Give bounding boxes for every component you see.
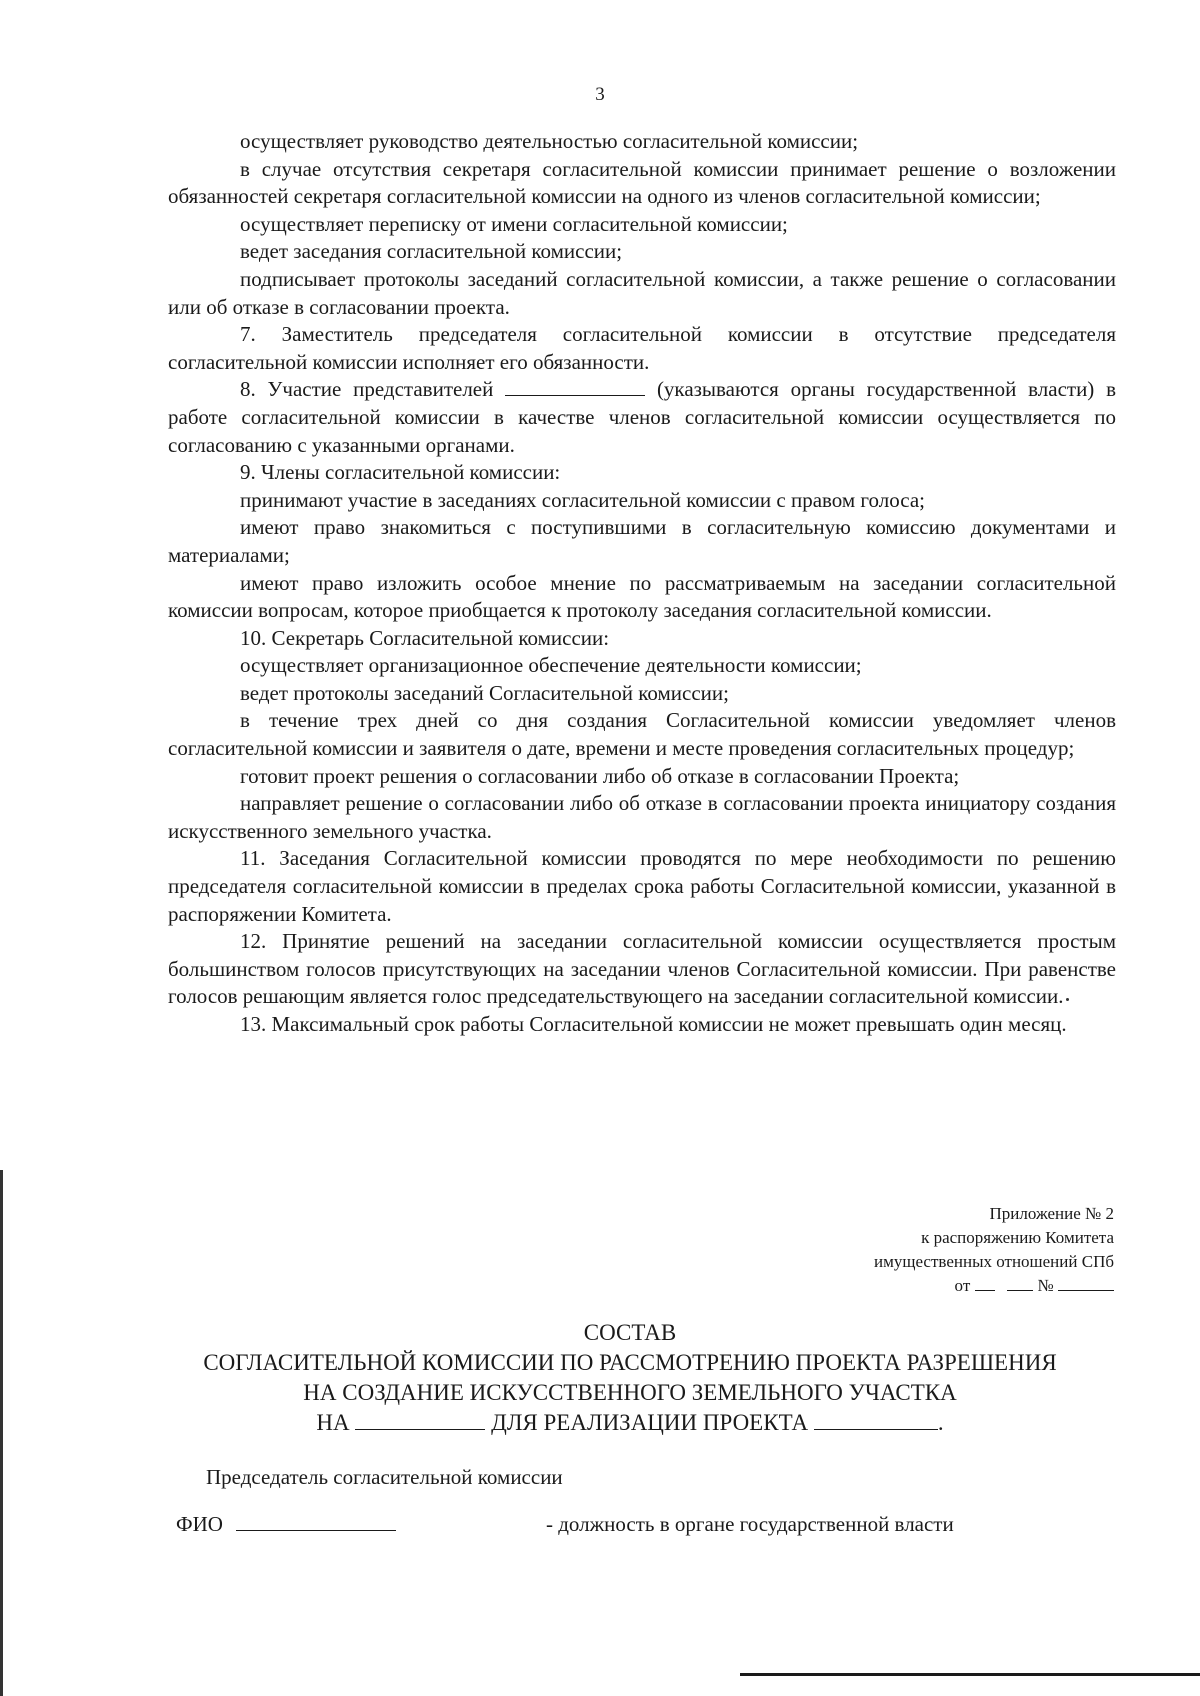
title-line-4 — [150, 1408, 1110, 1438]
title-prefix: НА — [316, 1410, 350, 1435]
paragraph: принимают участие в заседаниях согласительной комиссии с правом голоса; — [240, 487, 925, 512]
paragraph: имеют право знакомиться с поступившими в согласительную комиссию документами и материалами; — [168, 515, 1116, 567]
paragraph: в течение трех дней со дня создания Согласительной комиссии уведомляет членов согласительной комиссии и заявителя о дате, времени и месте проведения согласительных процедур; — [168, 708, 1116, 761]
paragraph-8 — [168, 376, 1116, 459]
title-line: НА СОЗДАНИЕ ИСКУССТВЕННОГО ЗЕМЕЛЬНОГО УЧАСТКА — [303, 1380, 957, 1405]
appendix-header — [874, 1202, 1114, 1298]
date-blank — [1007, 1278, 1033, 1291]
paragraph: 13. Максимальный срок работы Согласительной комиссии не может превышать один месяц. — [240, 1012, 1067, 1036]
paragraph: 10. Секретарь Согласительной комиссии: — [240, 625, 610, 650]
fio-blank — [236, 1530, 396, 1531]
paragraph: подписывает протоколы заседаний согласительной комиссии, а также решение о согласовании или об отказе в согласовании проекта. — [168, 266, 1116, 319]
appendix-line: Приложение № 2 — [989, 1204, 1114, 1223]
paragraph-8-start: 8. Участие представителей — [240, 377, 506, 402]
fio-label: ФИО — [176, 1512, 223, 1536]
number-sign: № — [1037, 1276, 1054, 1295]
scan-speck — [1066, 998, 1069, 1001]
paragraph: 7. Заместитель председателя согласительной комиссии в отсутствие председателя согласительной комиссии исполняет его обязанности. — [168, 322, 1116, 374]
page-number: 3 — [595, 84, 605, 105]
paragraph: направляет решение о согласовании либо об отказе в согласовании проекта инициатору создания искусственного земельного участка. — [168, 791, 1116, 843]
paragraph: осуществляет переписку от имени согласительной комиссии; — [240, 211, 788, 236]
appendix-date-line — [874, 1274, 1114, 1298]
position-text: - должность в органе государственной власти — [546, 1512, 954, 1536]
title-line: СОГЛАСИТЕЛЬНОЙ КОМИССИИ ПО РАССМОТРЕНИЮ ПРОЕКТА РАЗРЕШЕНИЯ — [203, 1350, 1057, 1375]
appendix-line: к распоряжению Комитета — [921, 1228, 1114, 1247]
body-text — [168, 128, 1116, 1039]
paragraph: 12. Принятие решений на заседании согласительной комиссии осуществляется простым большинством голосов присутствующих на заседании членов Согласительной комиссии. При равенстве голосов решающим является голос председательствующего на заседании согласительной комиссии. — [168, 929, 1116, 1009]
composition-title — [150, 1318, 1110, 1438]
appendix-from-label: от — [954, 1276, 971, 1295]
paragraph: 9. Члены согласительной комиссии: — [240, 460, 561, 485]
paragraph: в случае отсутствия секретаря согласительной комиссии принимает решение о возложении обязанностей секретаря согласительной комиссии на одного из членов согласительной комиссии; — [168, 156, 1116, 209]
title-blank — [814, 1413, 938, 1430]
title-line: СОСТАВ — [583, 1320, 677, 1345]
paragraph: 11. Заседания Согласительной комиссии проводятся по мере необходимости по решению председателя согласительной комиссии в пределах срока работы Согласительной комиссии, указанной в распоряжении Комитета. — [168, 846, 1116, 926]
paragraph: осуществляет руководство деятельностью согласительной комиссии; — [240, 129, 859, 153]
paragraph: осуществляет организационное обеспечение деятельности комиссии; — [240, 653, 862, 678]
paragraph: ведет заседания согласительной комиссии; — [240, 239, 623, 264]
paragraph: ведет протоколы заседаний Согласительной комиссии; — [240, 680, 729, 705]
title-end: . — [937, 1410, 944, 1435]
scan-edge-line — [0, 1170, 3, 1696]
paragraph-8-end: (указываются органы государственной власти) в работе согласительной комиссии в качестве членов согласительной комиссии осуществляется по согласованию с указанными органами. — [168, 377, 1117, 457]
appendix-line: имущественных отношений СПб — [874, 1252, 1114, 1271]
paragraph: имеют право изложить особое мнение по рассматриваемым на заседании согласительной комиссии вопросам, которое приобщается к протоколу заседания согласительной комиссии. — [168, 570, 1116, 623]
number-blank — [1058, 1278, 1114, 1291]
title-middle: ДЛЯ РЕАЛИЗАЦИИ ПРОЕКТА — [491, 1410, 809, 1435]
fill-in-blank — [505, 379, 645, 396]
footer-rule — [740, 1673, 1200, 1676]
title-blank — [355, 1413, 485, 1430]
date-blank — [975, 1278, 995, 1291]
paragraph: готовит проект решения о согласовании либо об отказе в согласовании Проекта; — [240, 763, 960, 788]
chair-heading: Председатель согласительной комиссии — [206, 1465, 563, 1489]
